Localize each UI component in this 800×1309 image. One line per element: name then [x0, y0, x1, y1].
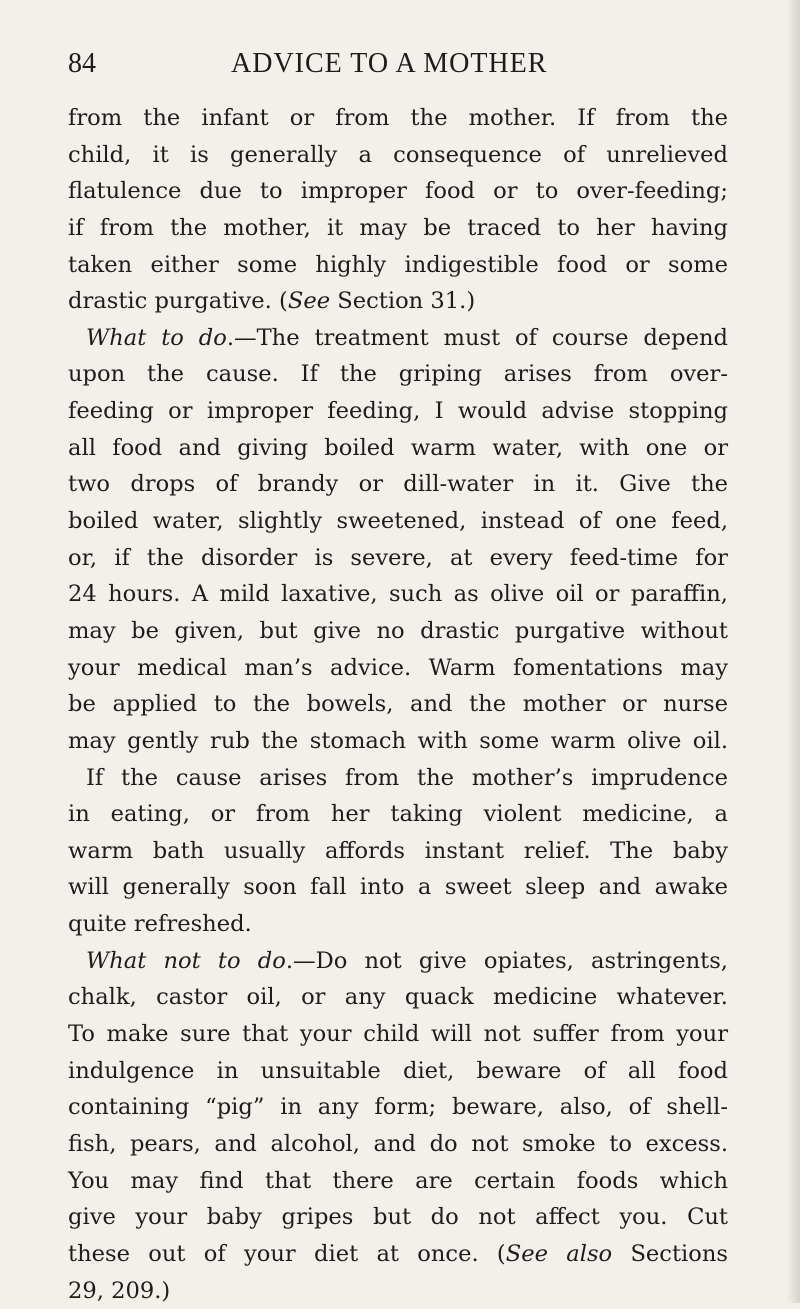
text-line: or, if the disorder is severe, at every feed-time for	[68, 540, 728, 577]
text-line: in eating, or from her taking violent medicine, a	[68, 796, 728, 833]
text-line: will generally soon fall into a sweet sleep and awake	[68, 869, 728, 906]
text-line: containing “pig” in any form; beware, also, of shell-	[68, 1089, 728, 1126]
text-line: from the infant or from the mother. If from the	[68, 100, 728, 137]
text-line: quite refreshed.	[68, 906, 728, 943]
text-segment: Section 31.)	[330, 288, 475, 314]
page-header	[68, 46, 728, 82]
page-number: 84	[68, 46, 96, 82]
text-line: You may find that there are certain foods which	[68, 1163, 728, 1200]
text-line: your medical man’s advice. Warm fomentations may	[68, 650, 728, 687]
text-line	[68, 283, 728, 320]
text-line: all food and giving boiled warm water, with one or	[68, 430, 728, 467]
text-line: feeding or improper feeding, I would advise stopping	[68, 393, 728, 430]
text-line: fish, pears, and alcohol, and do not smoke to excess.	[68, 1126, 728, 1163]
text-line: chalk, castor oil, or any quack medicine whatever.	[68, 979, 728, 1016]
text-segment: .—Do not give opiates, astringents,	[286, 948, 728, 974]
text-segment: .—The treatment must of course depend	[227, 325, 728, 351]
text-segment: drastic purgative. (	[68, 288, 288, 314]
body-text	[68, 100, 728, 1309]
text-line: give your baby gripes but do not affect you. Cut	[68, 1199, 728, 1236]
text-line: boiled water, slightly sweetened, instead of one feed,	[68, 503, 728, 540]
cross-reference: See	[288, 288, 330, 314]
text-line: may be given, but give no drastic purgative without	[68, 613, 728, 650]
text-line: flatulence due to improper food or to over-feeding;	[68, 173, 728, 210]
text-line	[68, 1236, 728, 1273]
text-line: if from the mother, it may be traced to her having	[68, 210, 728, 247]
section-heading-what-not-to-do: What not to do	[86, 948, 286, 974]
text-line: 24 hours. A mild laxative, such as olive oil or paraffin,	[68, 576, 728, 613]
running-head: ADVICE TO A MOTHER	[231, 46, 547, 82]
text-line: To make sure that your child will not suffer from your	[68, 1016, 728, 1053]
text-line: indulgence in unsuitable diet, beware of all food	[68, 1053, 728, 1090]
text-line: child, it is generally a consequence of unrelieved	[68, 137, 728, 174]
section-heading-what-to-do: What to do	[86, 325, 227, 351]
cross-reference: See also	[506, 1241, 612, 1267]
text-line: 29, 209.)	[68, 1273, 728, 1309]
text-line: two drops of brandy or dill-water in it. Give the	[68, 466, 728, 503]
text-line: may gently rub the stomach with some warm olive oil.	[68, 723, 728, 760]
text-line: be applied to the bowels, and the mother or nurse	[68, 686, 728, 723]
text-segment: these out of your diet at once. (	[68, 1241, 506, 1267]
text-line: upon the cause. If the griping arises from over-	[68, 356, 728, 393]
text-line	[68, 943, 728, 980]
page-edge-shadow	[786, 0, 800, 1303]
text-line	[68, 320, 728, 357]
text-segment: Sections	[612, 1241, 728, 1267]
text-line: warm bath usually affords instant relief. The baby	[68, 833, 728, 870]
text-line: taken either some highly indigestible food or some	[68, 247, 728, 284]
text-line: If the cause arises from the mother’s imprudence	[68, 760, 728, 797]
